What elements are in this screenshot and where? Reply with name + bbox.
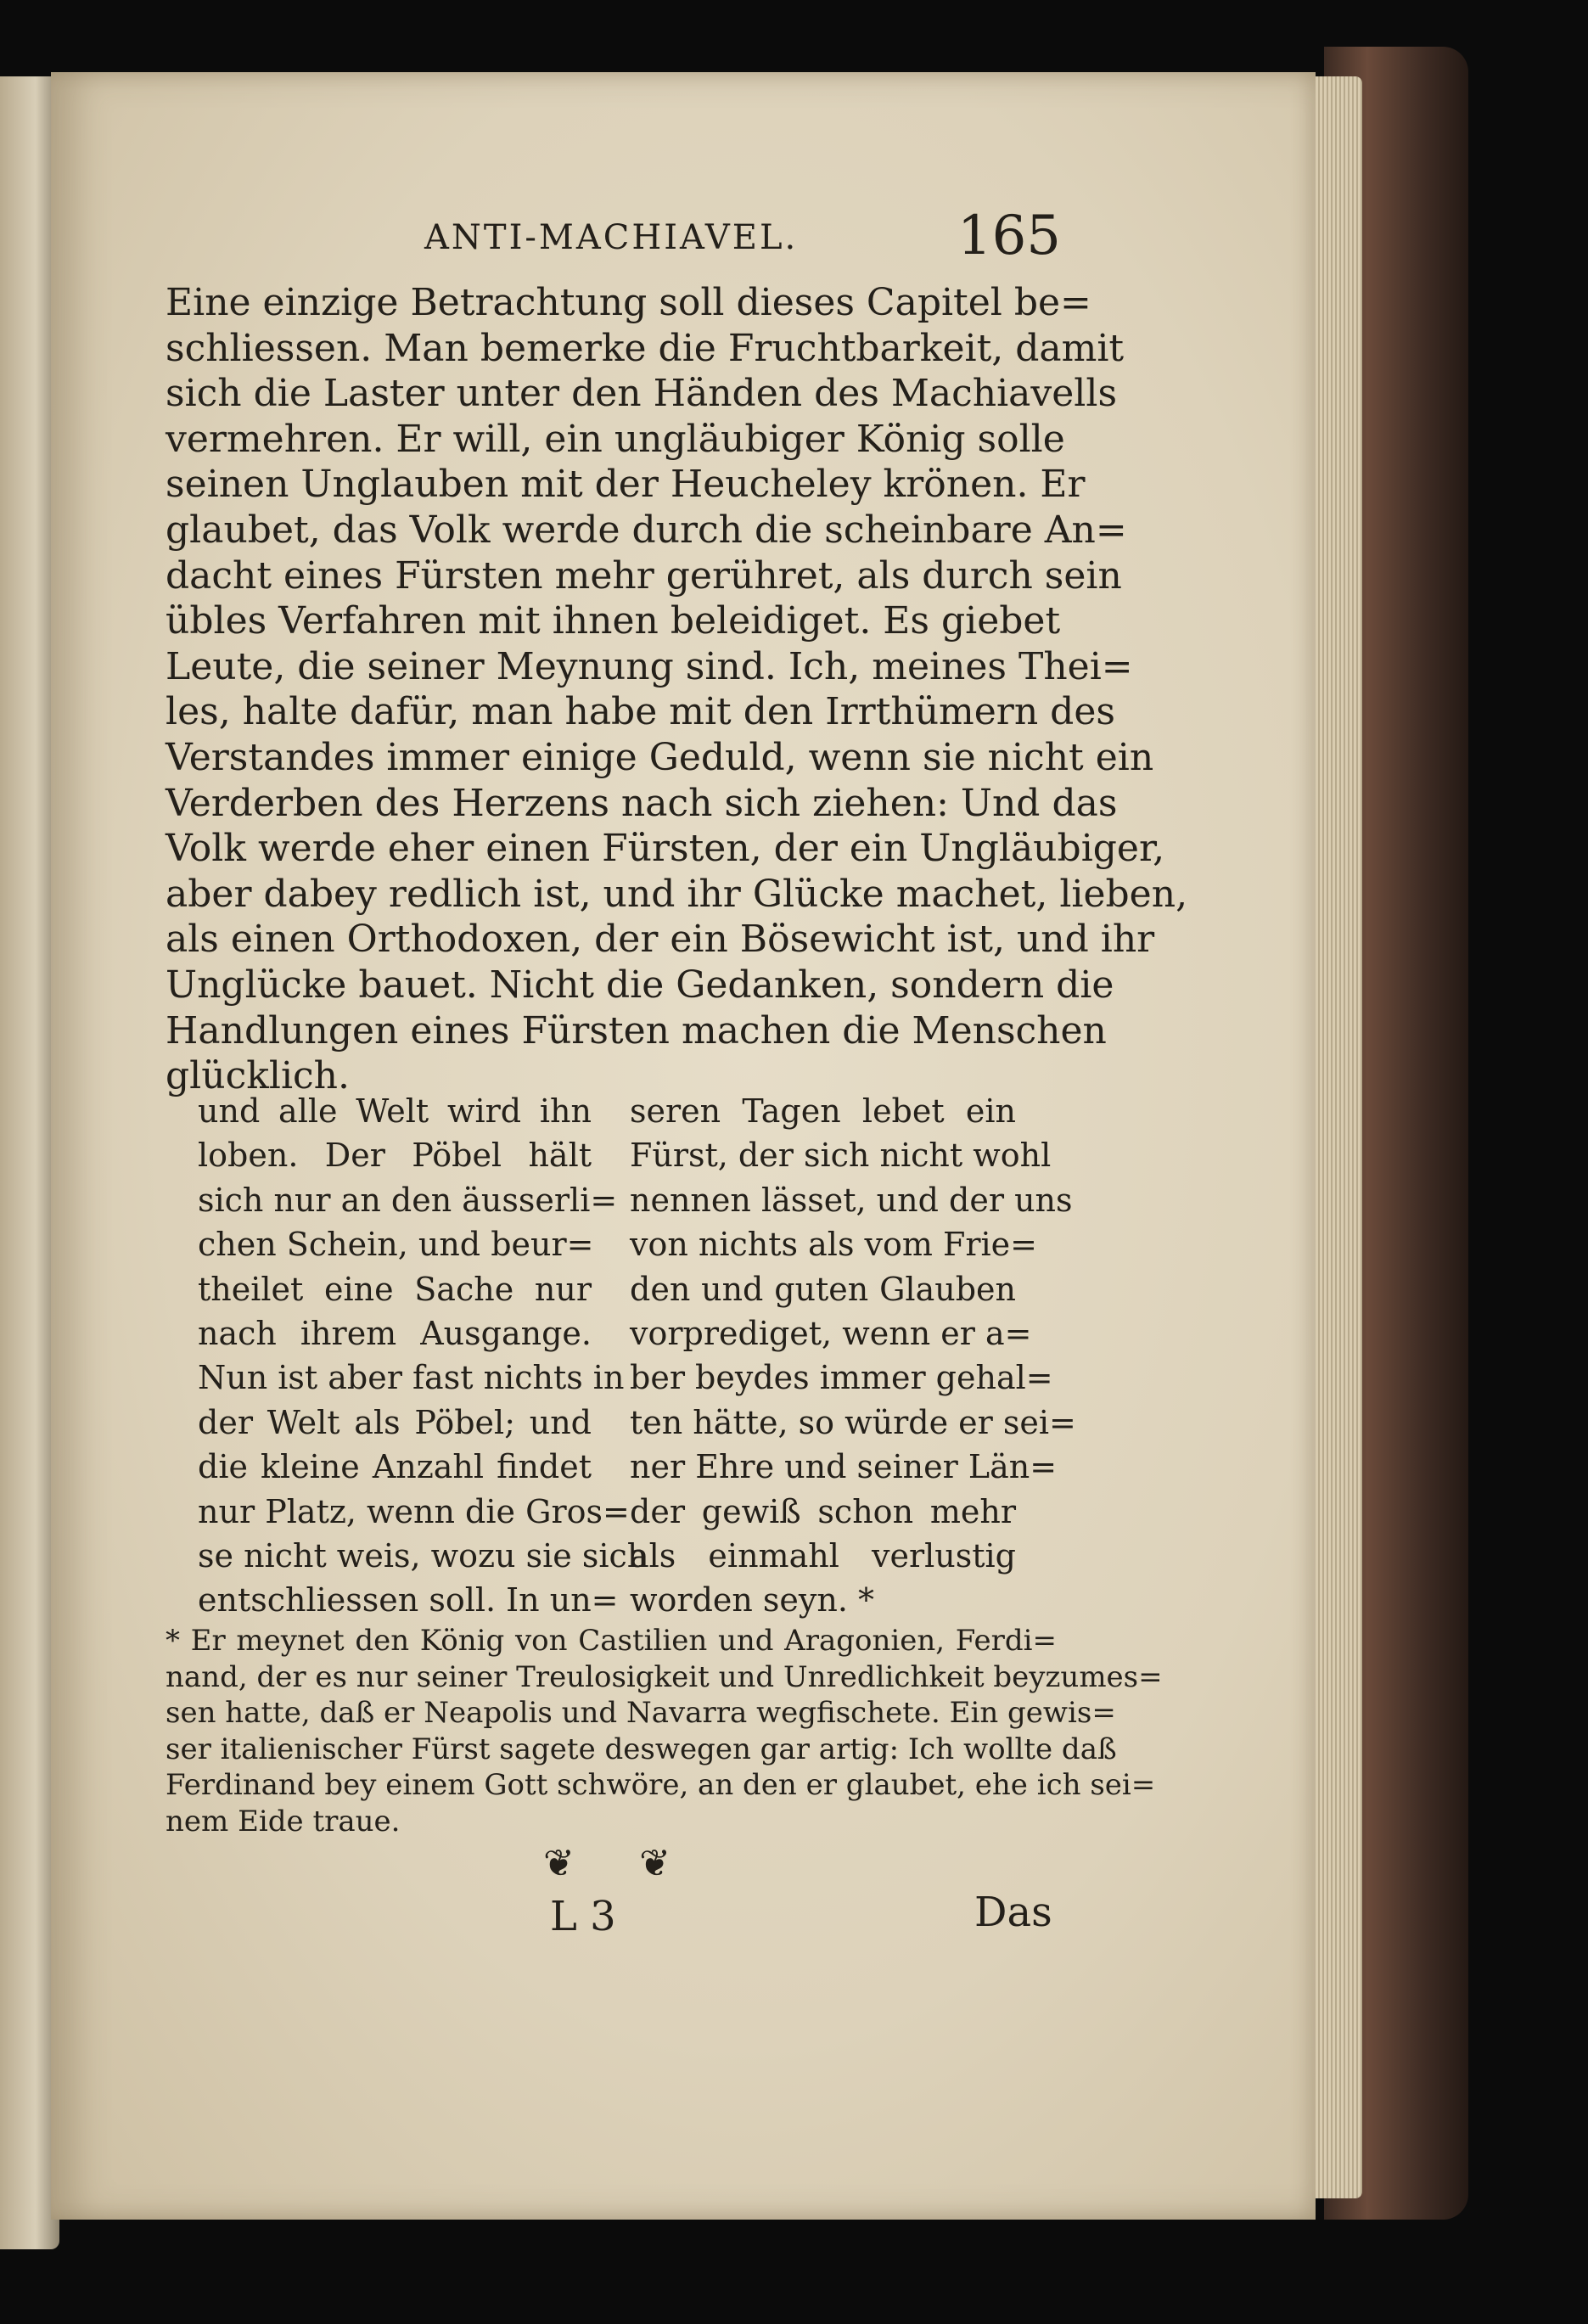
column-line: ner Ehre und seiner Län= [630,1448,1058,1486]
column-line: entschliessen soll. In un= [198,1581,619,1620]
page-number: 165 [957,205,1061,267]
ornament [543,1842,671,1893]
column-line: von nichts als vom Frie= [630,1226,1037,1264]
text-line: schliessen. Man bemerke die Fruchtbarkeit, damit [166,326,1125,370]
column-line: chen Schein, und beur= [198,1226,594,1264]
footnote-line: nem Eide traue. [166,1804,401,1838]
column-line: Fürst, der sich nicht wohl [630,1137,1052,1175]
column-line: der Welt als Pöbel; und [198,1403,592,1441]
column-line: vorprediget, wenn er a= [630,1314,1032,1352]
fleuron-icon: ❦ [543,1842,575,1885]
column-line: loben. Der Pöbel hält [198,1137,592,1175]
text-line: Handlungen eines Fürsten machen die Menschen [166,1008,1107,1053]
footnote-line: * Er meynet den König von Castilien und Aragonien, Ferdi= [166,1624,1057,1658]
column-line: nennen lässet, und der uns [630,1181,1073,1219]
text-line: Eine einzige Betrachtung soll dieses Capitel be= [166,281,1091,324]
text-line: vermehren. Er will, ein ungläubiger König solle [166,417,1065,461]
running-title: ANTI-MACHIAVEL. [424,218,799,257]
column-line: worden seyn. * [630,1581,875,1620]
column-line: und alle Welt wird ihn [198,1092,592,1130]
right-column [630,1089,1076,1623]
column-line: ten hätte, so würde er sei= [630,1403,1076,1441]
signature-mark: L 3 [550,1893,616,1940]
column-line: der gewiß schon mehr [630,1492,1016,1530]
text-line: glaubet, das Volk werde durch die scheinbare An= [166,508,1127,552]
column-line: die kleine Anzahl findet [198,1448,592,1486]
footnote [166,1623,1163,1840]
column-line: nach ihrem Ausgange. [198,1314,592,1352]
column-line: ber beydes immer gehal= [630,1359,1053,1397]
left-column [198,1089,648,1623]
fleuron-icon: ❦ [639,1842,671,1885]
text-line: Verstandes immer einige Geduld, wenn sie nicht ein [166,735,1154,779]
footnote-line: ser italienischer Fürst sagete deswegen gar artig: Ich wollte daß [166,1732,1117,1766]
text-line: Unglücke bauet. Nicht die Gedanken, sondern die [166,963,1114,1007]
column-line: se nicht weis, wozu sie sich [198,1536,648,1575]
column-line: als einmahl verlustig [630,1536,1016,1575]
catchword: Das [974,1889,1052,1936]
text-line: übles Verfahren mit ihnen beleidiget. Es giebet [166,599,1061,643]
footnote-line: Ferdinand bey einem Gott schwöre, an den er glaubet, ehe ich sei= [166,1768,1156,1803]
column-line: sich nur an den äusserli= [198,1181,618,1219]
text-line: Volk werde eher einen Fürsten, der ein Ungläubiger, [166,827,1165,871]
text-line: seinen Unglauben mit der Heucheley krönen. Er [166,463,1086,507]
footnote-line: sen hatte, daß er Neapolis und Navarra wegfischete. Ein gewis= [166,1696,1116,1731]
text-line: Leute, die seiner Meynung sind. Ich, meines Thei= [166,644,1133,688]
page-header [416,205,1078,267]
column-line: nur Platz, wenn die Gros= [198,1492,630,1530]
column-line: den und guten Glauben [630,1270,1016,1308]
text-line: als einen Orthodoxen, der ein Bösewicht ist, und ihr [166,918,1155,962]
text-line: Verderben des Herzens nach sich ziehen: Und das [166,781,1118,825]
column-line: seren Tagen lebet ein [630,1092,1016,1130]
text-line: aber dabey redlich ist, und ihr Glücke machet, lieben, [166,872,1188,916]
column-line: Nun ist aber fast nichts in [198,1359,625,1397]
column-line: theilet eine Sache nur [198,1270,592,1308]
text-line: glücklich. [166,1054,350,1098]
footnote-line: nand, der es nur seiner Treulosigkeit und Unredlichkeit beyzumes= [166,1659,1163,1694]
main-paragraph [166,280,1188,1099]
text-line: les, halte dafür, man habe mit den Irrthümern des [166,690,1115,734]
text-line: dacht eines Fürsten mehr gerühret, als durch sein [166,553,1122,598]
text-line: sich die Laster unter den Händen des Machiavells [166,372,1118,416]
